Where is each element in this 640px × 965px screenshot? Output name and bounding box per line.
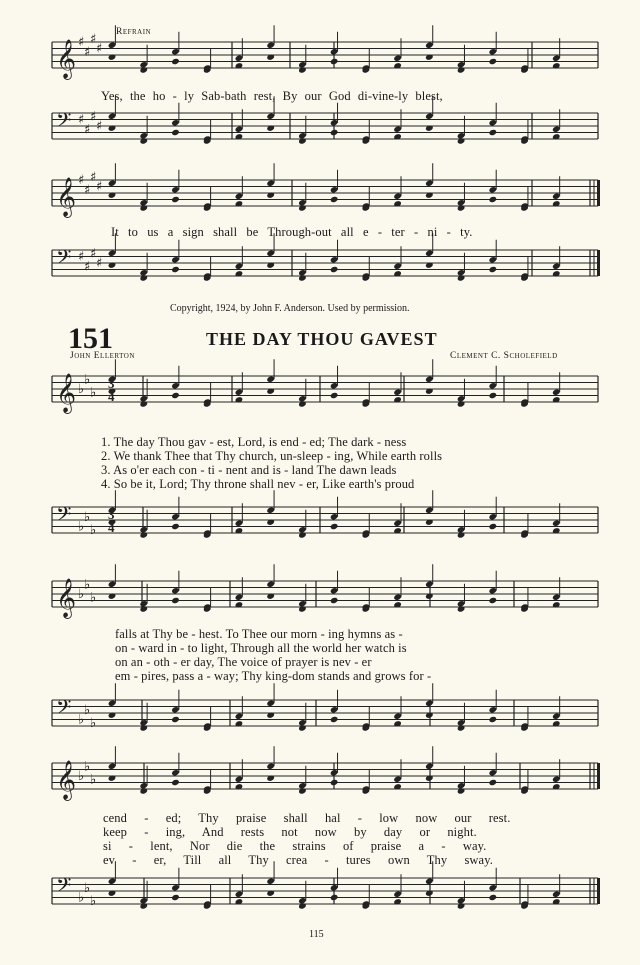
note-head — [457, 66, 466, 73]
final-bar-thick — [597, 878, 600, 904]
flat-icon: ♭ — [84, 880, 91, 896]
note-head — [298, 400, 307, 407]
note-head — [457, 724, 466, 731]
refrain-lyric-line-1: Yes, the ho - ly Sab-bath rest, By our God di-vine-ly blest, — [101, 89, 443, 103]
sharp-icon: ♯ — [96, 179, 103, 195]
sharp-icon: ♯ — [90, 169, 97, 185]
page-number: 115 — [309, 929, 324, 940]
verse-3-line-3: si - lent, Nor die the strains of praise a - way. — [103, 839, 487, 853]
note-head — [139, 137, 148, 144]
note-head — [298, 204, 307, 211]
bass-clef-icon: 𝄢 — [56, 695, 72, 724]
note-head — [330, 392, 339, 399]
note-head — [489, 58, 498, 65]
verse-2-line-3: keep - ing, And rests not now by day or night. — [103, 825, 477, 839]
flat-icon: ♭ — [90, 715, 97, 731]
note-head — [330, 597, 339, 604]
note-head — [171, 392, 180, 399]
time-signature-bottom: 4 — [108, 520, 115, 535]
flat-icon: ♭ — [90, 893, 97, 909]
note-head — [489, 196, 498, 203]
treble-clef-icon: 𝄞 — [56, 177, 77, 217]
note-head — [171, 779, 180, 786]
treble-clef-icon: 𝄞 — [56, 760, 77, 800]
note-head — [457, 274, 466, 281]
flat-icon: ♭ — [84, 509, 91, 525]
note-head — [171, 266, 180, 273]
final-bar-thick — [597, 763, 600, 789]
note-head — [457, 902, 466, 909]
note-head — [298, 66, 307, 73]
note-head — [489, 392, 498, 399]
note-head — [298, 605, 307, 612]
sharp-icon: ♯ — [96, 119, 103, 134]
note-head — [457, 204, 466, 211]
note-head — [139, 204, 148, 211]
sharp-icon: ♯ — [84, 259, 91, 275]
treble-clef-icon: 𝄞 — [56, 578, 77, 618]
note-head — [139, 66, 148, 73]
note-head — [171, 716, 180, 723]
bass-clef-icon: 𝄢 — [56, 502, 72, 531]
note-head — [330, 266, 339, 273]
sharp-icon: ♯ — [78, 35, 85, 50]
verse-1-line-2: falls at Thy be - hest. To Thee our morn - ing hymns as - — [115, 627, 403, 641]
sharp-icon: ♯ — [84, 44, 91, 60]
note-head — [139, 605, 148, 612]
note-head — [139, 400, 148, 407]
note-head — [298, 531, 307, 538]
note-head — [457, 787, 466, 794]
final-bar-thick — [597, 250, 600, 276]
treble-clef-icon: 𝄞 — [56, 373, 77, 413]
verse-1-line-3: cend - ed; Thy praise shall hal - low now our rest. — [103, 811, 511, 825]
flat-icon: ♭ — [84, 372, 91, 388]
flat-icon: ♭ — [84, 702, 91, 718]
sharp-icon: ♯ — [90, 246, 97, 262]
note-head — [489, 129, 498, 136]
note-head — [171, 129, 180, 136]
verse-4-line-1: 4. So be it, Lord; Thy throne shall nev - er, Like earth's proud — [101, 477, 415, 491]
sharp-icon: ♯ — [84, 122, 91, 138]
treble-clef-icon: 𝄞 — [56, 39, 77, 79]
note-head — [171, 894, 180, 901]
note-head — [489, 894, 498, 901]
sharp-icon: ♯ — [90, 31, 97, 47]
note-head — [457, 605, 466, 612]
sharp-icon: ♯ — [84, 182, 91, 198]
refrain-label: Refrain — [116, 27, 152, 37]
final-bar-thick — [597, 180, 600, 206]
sharp-icon: ♯ — [78, 249, 85, 265]
note-head — [298, 787, 307, 794]
note-head — [489, 266, 498, 273]
note-head — [489, 779, 498, 786]
sharp-icon: ♯ — [78, 112, 85, 128]
note-head — [330, 523, 339, 530]
sharp-icon: ♯ — [96, 256, 103, 271]
flat-icon: ♭ — [90, 522, 97, 538]
bass-clef-icon: 𝄢 — [56, 873, 72, 902]
flat-icon: ♭ — [78, 519, 85, 535]
note-head — [457, 137, 466, 144]
verse-4-line-2: em - pires, pass a - way; Thy king-dom stands and grows for - — [115, 669, 432, 683]
flat-icon: ♭ — [78, 890, 85, 906]
note-head — [457, 400, 466, 407]
flat-icon: ♭ — [84, 759, 91, 775]
hymn-number: 151 — [68, 322, 113, 355]
verse-3-line-2: on an - oth - er day, The voice of prayer is nev - er — [115, 655, 372, 669]
sharp-icon: ♯ — [96, 41, 103, 57]
hymn-composer: Clement C. Scholefield — [450, 351, 558, 361]
note-head — [330, 894, 339, 901]
time-signature-top: 3 — [108, 376, 115, 391]
note-head — [330, 58, 339, 65]
note-head — [330, 779, 339, 786]
verse-3-line-1: 3. As o'er each con - ti - nent and is - land The dawn leads — [101, 463, 397, 477]
note-head — [298, 902, 307, 909]
flat-icon: ♭ — [84, 577, 91, 593]
flat-icon: ♭ — [90, 772, 97, 788]
note-head — [489, 716, 498, 723]
note-head — [139, 274, 148, 281]
refrain-lyric-line-2: It to us a sign shall be Through-out all e - ter - ni - ty. — [111, 225, 473, 239]
hymn-title: THE DAY THOU GAVEST — [206, 329, 438, 349]
note-head — [330, 129, 339, 136]
note-head — [489, 523, 498, 530]
note-head — [139, 724, 148, 731]
note-head — [139, 531, 148, 538]
flat-icon: ♭ — [90, 590, 97, 606]
note-head — [298, 137, 307, 144]
note-head — [139, 902, 148, 909]
flat-icon: ♭ — [78, 587, 85, 602]
note-head — [171, 58, 180, 65]
note-head — [171, 597, 180, 604]
flat-icon: ♭ — [90, 385, 97, 401]
verse-2-line-2: on - ward in - to light, Through all the world her watch is — [115, 641, 407, 655]
verse-2-line-1: 2. We thank Thee that Thy church, un-sleep - ing, While earth rolls — [101, 449, 443, 463]
flat-icon: ♭ — [78, 769, 85, 784]
note-head — [298, 274, 307, 281]
verse-4-line-3: ev - er, Till all Thy crea - tures own Thy sway. — [103, 853, 493, 867]
time-signature-bottom: 4 — [108, 389, 115, 404]
flat-icon: ♭ — [78, 382, 85, 397]
note-head — [457, 531, 466, 538]
sharp-icon: ♯ — [90, 109, 97, 125]
time-signature-top: 3 — [108, 507, 115, 522]
note-head — [489, 597, 498, 604]
flat-icon: ♭ — [78, 712, 85, 728]
bass-clef-icon: 𝄢 — [56, 108, 72, 137]
note-head — [139, 787, 148, 794]
sharp-icon: ♯ — [78, 173, 85, 188]
note-head — [298, 724, 307, 731]
note-head — [171, 523, 180, 530]
note-head — [330, 196, 339, 203]
note-head — [171, 196, 180, 203]
verse-1-line-1: 1. The day Thou gav - est, Lord, is end - ed; The dark - ness — [101, 435, 407, 449]
note-head — [330, 716, 339, 723]
copyright-notice: Copyright, 1924, by John F. Anderson. Used by permission. — [170, 303, 410, 314]
bass-clef-icon: 𝄢 — [56, 245, 72, 274]
hymn-author: John Ellerton — [70, 351, 135, 361]
